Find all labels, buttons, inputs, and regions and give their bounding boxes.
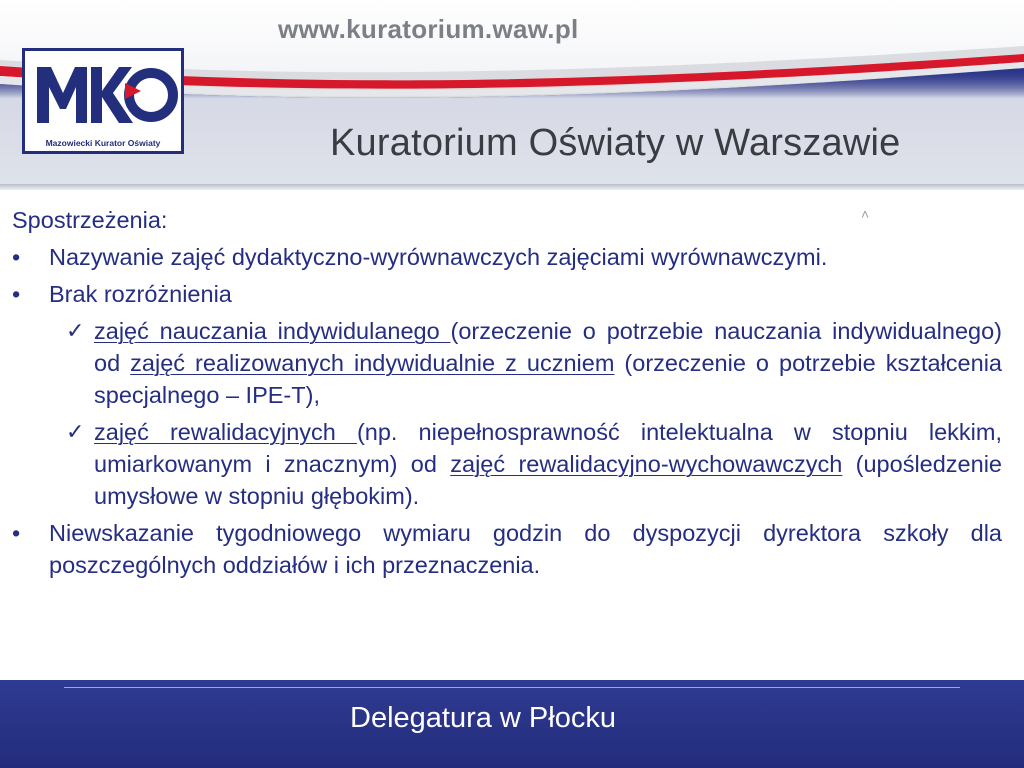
bullet-item xyxy=(12,278,1002,310)
bullet-item xyxy=(12,517,1002,581)
item-text: (upośledzenie umysłowe w stopniu głębokim). xyxy=(94,451,1002,509)
bullet-text: Niewskazanie tygodniowego wymiaru godzin do dyspozycji dyrektora szkoły dla poszczególnych oddziałów i ich przeznaczenia. xyxy=(49,520,1002,578)
item-text: (orzeczenie o potrzebie kształcenia specjalnego – IPE-T), xyxy=(94,350,1002,408)
logo-caption: Mazowiecki Kurator Oświaty xyxy=(45,138,161,148)
bullet-text: Nazywanie zajęć dydaktyczno-wyrównawczych zajęciami wyrównawczymi. xyxy=(49,244,828,270)
bullet-dot-icon: • xyxy=(12,281,21,307)
footer-title: Delegatura w Płocku xyxy=(350,702,616,734)
checkmark-icon: ✓ xyxy=(66,419,85,444)
mko-logo-mark xyxy=(29,55,179,137)
item-text: (np. niepełnosprawność intelektualna w stopniu lekkim, umiarkowanym i znacznym) od xyxy=(94,419,1002,477)
bullet-text: Brak rozróżnienia xyxy=(49,281,232,307)
header xyxy=(0,0,1024,190)
caret-icon: ˄ xyxy=(861,206,870,222)
checklist-item xyxy=(12,416,1002,512)
section-heading: Spostrzeżenia: xyxy=(12,207,168,233)
mko-logo xyxy=(22,48,184,154)
underlined-term: zajęć realizowanych indywidualnie z uczniem xyxy=(130,350,615,376)
item-text: (orzeczenie o potrzebie nauczania indywidualnego) od xyxy=(94,318,1002,376)
checklist-item xyxy=(12,315,1002,411)
site-url-link[interactable]: www.kuratorium.waw.pl xyxy=(278,14,579,44)
underlined-term: zajęć rewalidacyjnych xyxy=(94,419,357,445)
checkmark-icon: ✓ xyxy=(66,318,85,343)
header-title: Kuratorium Oświaty w Warszawie xyxy=(330,122,901,164)
underlined-term: zajęć rewalidacyjno-wychowawczych xyxy=(450,451,843,477)
bullet-item xyxy=(12,241,1002,273)
slide-content xyxy=(12,204,1002,586)
header-divider xyxy=(0,184,1024,190)
footer-bar xyxy=(0,680,1024,768)
bullet-dot-icon: • xyxy=(12,520,21,546)
underlined-term: zajęć nauczania indywidulanego xyxy=(94,318,451,344)
footer-divider xyxy=(64,687,960,688)
bullet-dot-icon: • xyxy=(12,244,21,270)
